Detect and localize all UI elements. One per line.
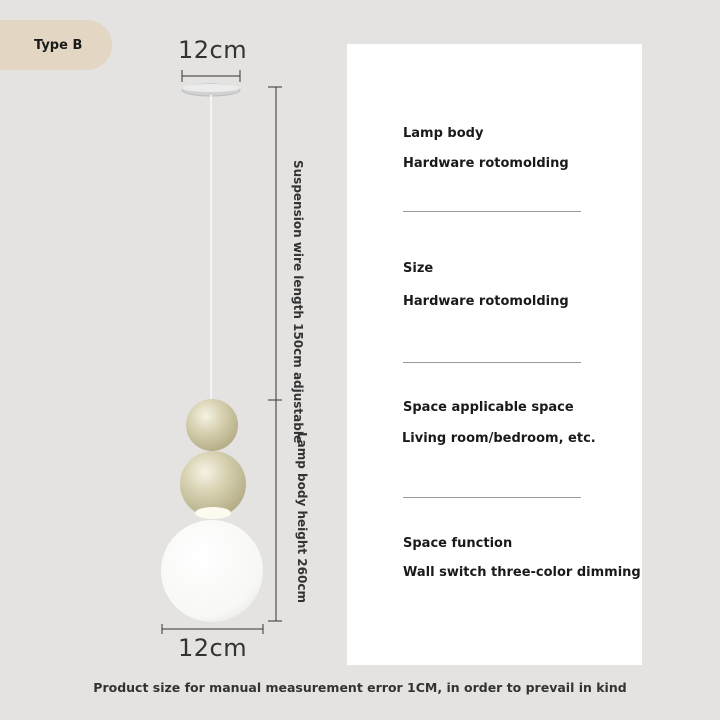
wire-length-label: Suspension wire length 150cm adjustable [291,160,305,444]
body-height-label: Lamp body height 260cm [295,432,309,603]
spec-divider [403,497,581,498]
spec-divider [403,211,581,212]
body-dimension-line [268,400,282,621]
spec-value-size: Hardware rotomolding [403,294,569,309]
spec-title-function: Space function [403,536,513,551]
glass-globe [161,520,263,622]
type-badge-label: Type B [34,37,83,53]
spec-value-space: Living room/bedroom, etc. [402,431,596,446]
wire-dimension-line [268,87,282,400]
spec-value-lamp-body: Hardware rotomolding [403,156,569,171]
top-dimension-line [182,70,240,82]
spec-card [347,44,642,665]
small-ball [186,399,238,451]
spec-divider [403,362,581,363]
spec-title-size: Size [403,261,434,276]
top-width-label: 12cm [178,36,248,64]
spec-value-function: Wall switch three-color dimming [403,565,641,580]
spec-title-space: Space applicable space [403,400,574,415]
bottom-dimension-line [162,624,263,634]
spec-title-lamp-body: Lamp body [403,126,484,141]
bottom-width-label: 12cm [178,634,248,662]
footer-note: Product size for manual measurement error 1CM, in order to prevail in kind [93,680,627,695]
